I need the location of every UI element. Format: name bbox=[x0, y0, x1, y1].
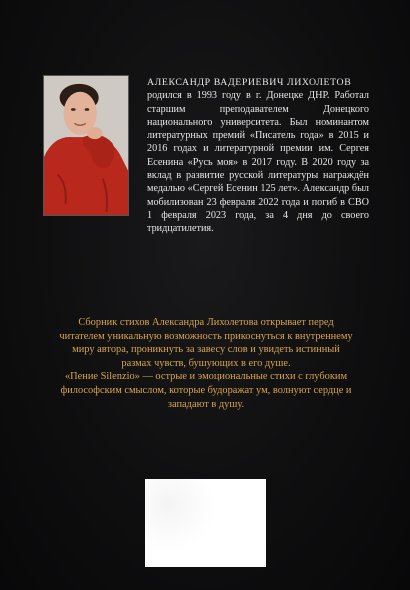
description-paragraph-1: Сборник стихов Александра Лихолетова открывает перед читателем уникальную возможность прикоснуться к внутреннему миру автора, проникнуть за завесу слов и увидеть истинный размах чувств, бушующих в его душе. bbox=[59, 317, 353, 369]
author-bio-text: родился в 1993 году в г. Донецке ДНР. Работал старшим преподавателем Донецкого национального университета. Был номинантом литературных премий «Писатель года» в 2015 и 2016 годах и литературной премии им. Сергея Есенина «Русь моя» в 2017 году. В 2020 году за вклад в развитие русской литературы награждён медалью «Сергей Есенин 125 лет». Александр был мобилизован 23 февраля 2022 года и погиб в СВО 1 февраля 2023 года, за 4 дня до своего тридцатилетия. bbox=[147, 90, 369, 235]
author-name: АЛЕКСАНДР ВАДЕРИЕВИЧ ЛИХОЛЕТОВ bbox=[147, 77, 352, 88]
book-description bbox=[58, 316, 354, 411]
description-paragraph-2: «Пение Silenzio» — острые и эмоциональные стихи с глубоким философским смыслом, которые будоражат ум, волнуют сердце и западают в душу. bbox=[60, 371, 352, 410]
author-photo bbox=[43, 75, 129, 216]
blank-label-sticker bbox=[145, 479, 266, 567]
author-portrait-image bbox=[44, 76, 128, 215]
author-bio bbox=[147, 76, 369, 236]
